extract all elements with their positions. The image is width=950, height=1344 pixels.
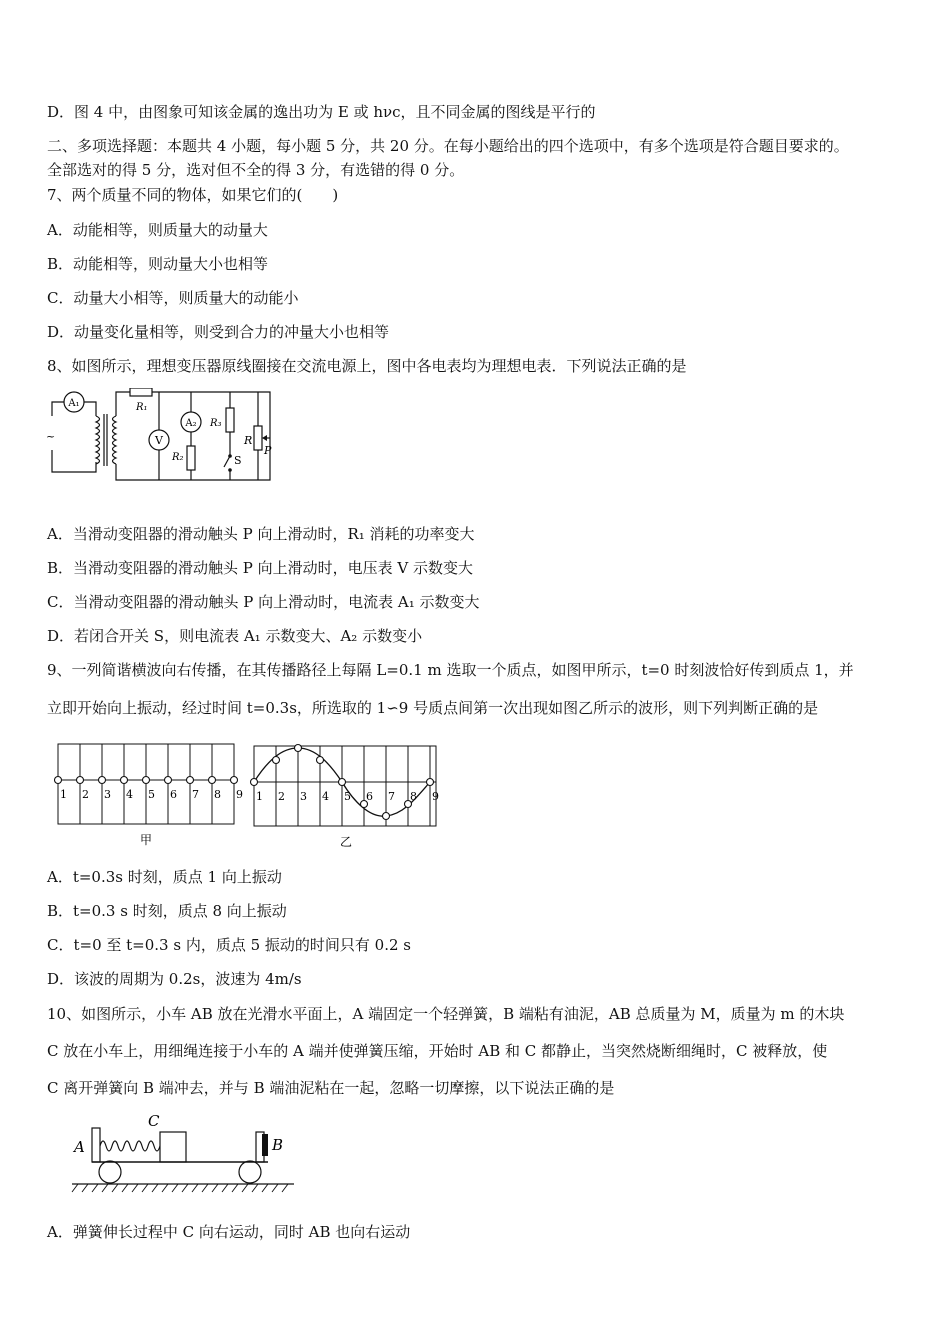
svg-text:2: 2 (278, 790, 285, 803)
option-8a: A．当滑动变阻器的滑动触头 P 向上滑动时，R₁ 消耗的功率变大 (47, 525, 475, 543)
section-heading-cont: 全部选对的得 5 分，选对但不全的得 3 分，有选错的得 0 分。 (47, 161, 465, 179)
svg-text:8: 8 (410, 790, 417, 803)
resistor-r3 (226, 408, 234, 432)
point-labels-a (60, 788, 243, 801)
end-a-wall (92, 1128, 100, 1162)
svg-text:5: 5 (148, 788, 155, 801)
option-7a: A．动能相等，则质量大的动量大 (47, 221, 268, 239)
label-source: ~ (46, 430, 56, 443)
svg-text:8: 8 (214, 788, 221, 801)
slider-arrow (262, 435, 267, 441)
option-7c: C．动量大小相等，则质量大的动能小 (47, 289, 299, 307)
switch-s (224, 456, 230, 467)
resistor-r2 (187, 446, 195, 470)
svg-text:4: 4 (126, 788, 133, 801)
question-10: 10、如图所示，小车 AB 放在光滑水平面上，A 端固定一个轻弹簧，B 端粘有油泥，AB 总质量为 M，质量为 m 的木块 (47, 1005, 845, 1023)
question-9-cont: 立即开始向上振动，经过时间 t=0.3s，所选取的 1∽9 号质点间第一次出现如图乙所示的波形，则下列判断正确的是 (47, 699, 819, 717)
ground-hatch (72, 1184, 288, 1192)
svg-text:7: 7 (388, 790, 395, 803)
question-10-cont: C 放在小车上，用细绳连接于小车的 A 端并使弹簧压缩，开始时 AB 和 C 都静止，当突然烧断细绳时，C 被释放，使 (47, 1042, 828, 1060)
label-jia: 甲 (139, 833, 153, 847)
svg-text:2: 2 (82, 788, 89, 801)
svg-text:9: 9 (432, 790, 439, 803)
transformer-circuit-figure (46, 388, 276, 492)
option-8b: B．当滑动变阻器的滑动触头 P 向上滑动时，电压表 V 示数变大 (47, 559, 474, 577)
option-9c: C．t=0 至 t=0.3 s 内，质点 5 振动的时间只有 0.2 s (47, 936, 412, 954)
option-9a: A．t=0.3s 时刻，质点 1 向上振动 (47, 868, 282, 886)
wave-figure (54, 740, 446, 852)
label-b: B (272, 1136, 284, 1154)
label-r: R (244, 434, 253, 447)
oil-mud (262, 1134, 268, 1156)
wheel-right (239, 1161, 261, 1183)
svg-text:1: 1 (60, 788, 67, 801)
option-9b: B．t=0.3 s 时刻，质点 8 向上振动 (47, 902, 287, 920)
label-a1: A₁ (68, 398, 80, 409)
primary-coil (96, 416, 100, 464)
svg-text:3: 3 (104, 788, 111, 801)
primary-wire-bottom (52, 450, 96, 472)
wheel-left (99, 1161, 121, 1183)
option-8c: C．当滑动变阻器的滑动触头 P 向上滑动时，电流表 A₁ 示数变大 (47, 593, 480, 611)
label-a: A (74, 1138, 85, 1156)
question-8: 8、如图所示，理想变压器原线圈接在交流电源上，图中各电表均为理想电表．下列说法正确的是 (47, 357, 687, 375)
question-10-cont2: C 离开弹簧向 B 端冲去，并与 B 端油泥粘在一起，忽略一切摩擦，以下说法正确的是 (47, 1079, 615, 1097)
label-v: V (155, 434, 163, 447)
point-labels-b (256, 790, 439, 803)
svg-text:1: 1 (256, 790, 263, 803)
secondary-coil (113, 416, 117, 464)
cart-figure (68, 1106, 300, 1198)
label-a2: A₂ (185, 418, 197, 429)
svg-text:7: 7 (192, 788, 199, 801)
block-c (160, 1132, 186, 1162)
svg-text:6: 6 (366, 790, 373, 803)
svg-text:4: 4 (322, 790, 329, 803)
resistor-r1 (130, 388, 152, 396)
label-p: P (264, 444, 272, 457)
option-8d: D．若闭合开关 S，则电流表 A₁ 示数变大、A₂ 示数变小 (47, 627, 423, 645)
svg-text:9: 9 (236, 788, 243, 801)
svg-text:3: 3 (300, 790, 307, 803)
label-c: C (148, 1112, 160, 1130)
spring (100, 1141, 160, 1151)
option-9d: D．该波的周期为 0.2s，波速为 4m/s (47, 970, 302, 988)
question-7: 7、两个质量不同的物体，如果它们的( ) (47, 186, 339, 204)
label-r1: R₁ (136, 402, 148, 413)
text-line: D．图 4 中，由图象可知该金属的逸出功为 E 或 hνc，且不同金属的图线是平行的 (47, 103, 596, 121)
label-r2: R₂ (172, 452, 184, 463)
label-r3: R₃ (210, 418, 222, 429)
grid-b-lines (276, 746, 430, 826)
svg-text:5: 5 (344, 790, 351, 803)
option-10a: A．弹簧伸长过程中 C 向右运动，同时 AB 也向右运动 (47, 1223, 411, 1241)
rheostat-r (254, 426, 262, 450)
section-heading: 二、多项选择题：本题共 4 小题，每小题 5 分，共 20 分。在每小题给出的四个选项中，有多个选项是符合题目要求的。 (47, 137, 849, 155)
option-7b: B．动能相等，则动量大小也相等 (47, 255, 269, 273)
question-9: 9、一列简谐横波向右传播，在其传播路径上每隔 L=0.1 m 选取一个质点，如图甲所示，t=0 时刻波恰好传到质点 1，并 (47, 661, 854, 679)
option-7d: D．动量变化量相等，则受到合力的冲量大小也相等 (47, 323, 390, 341)
svg-text:6: 6 (170, 788, 177, 801)
label-s: S (234, 454, 242, 467)
label-yi: 乙 (339, 835, 353, 849)
